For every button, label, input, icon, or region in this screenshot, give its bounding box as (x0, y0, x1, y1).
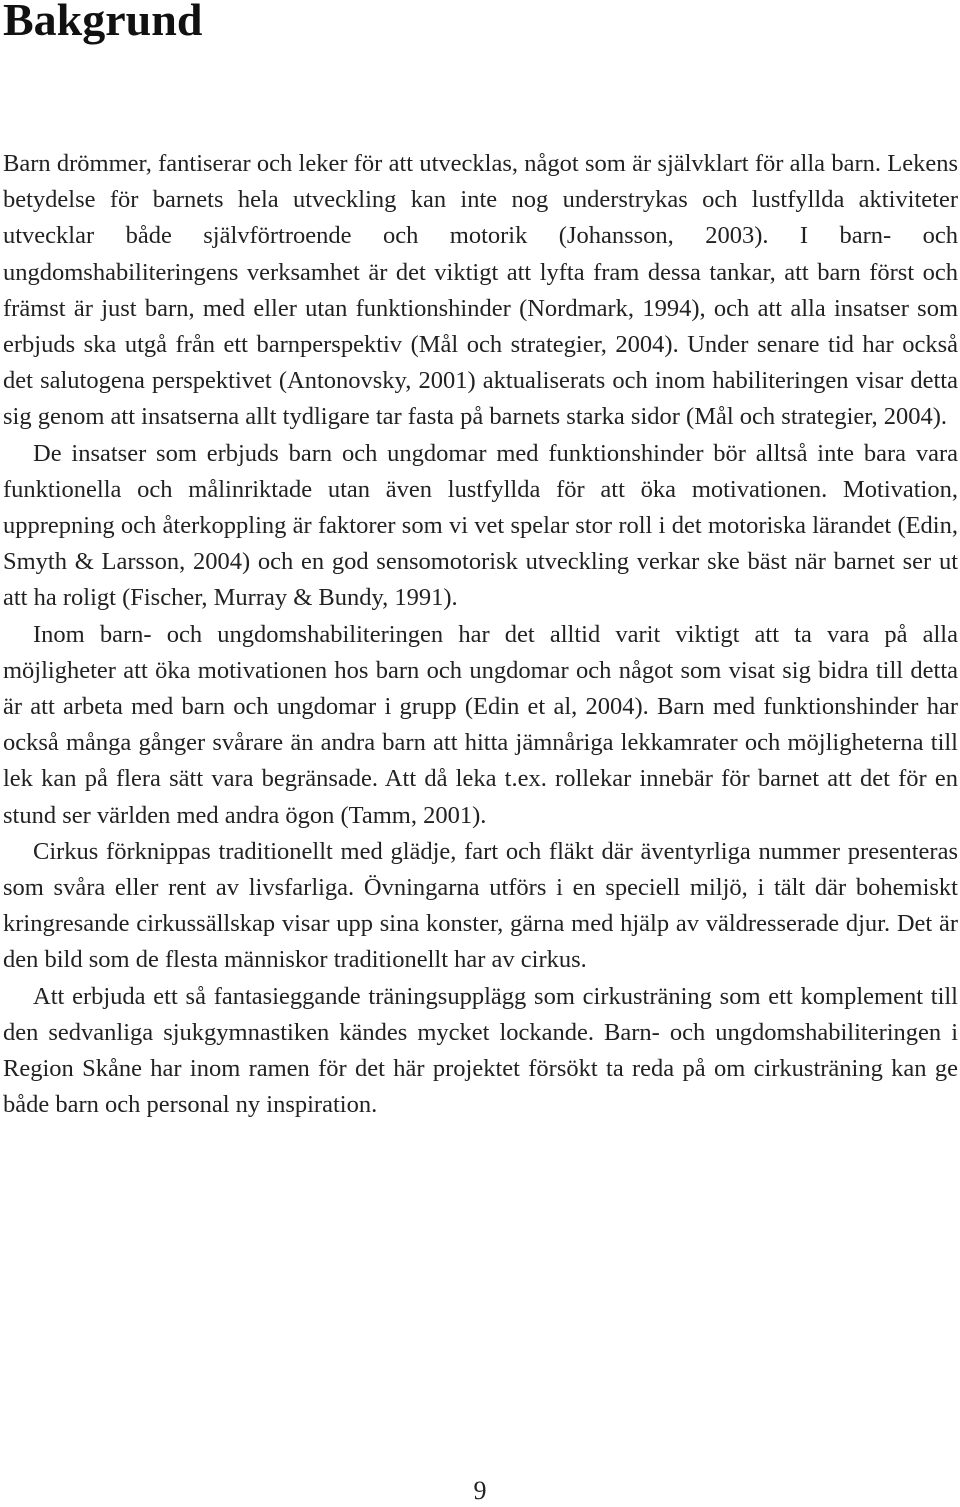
page-number: 9 (473, 1476, 487, 1505)
paragraph-2: De insatser som erbjuds barn och ungdomar med funktionshinder bör alltså inte bara vara funktionella och målinriktade utan även lustfyllda för att öka motivationen. Motivation, upprepning och återkoppling är faktorer som vi vet spelar stor roll i det motoriska lärandet (Edin, Smyth & Larsson, 2004) och en god sensomotorisk utveckling verkar ske bäst när barnet ser ut att ha roligt (Fischer, Murray & Bundy, 1991). (3, 439, 958, 612)
paragraph-1: Barn drömmer, fantiserar och leker för att utvecklas, något som är självklart för alla barn. Lekens betydelse för barnets hela utveckling kan inte nog understrykas och lustfyllda aktiviteter utvecklar både självförtroende och motorik (Johansson, 2003). I barn- och ungdomshabiliteringens verksamhet är det viktigt att lyfta fram dessa tankar, att barn först och främst är just barn, med eller utan funktionshinder (Nordmark, 1994), och att alla insatser som erbjuds ska utgå från ett barnperspektiv (Mål och strategier, 2004). Under senare tid har också det salutogena perspektivet (Antonovsky, 2001) aktualiserats och inom habiliteringen visar detta sig genom att insatserna allt tydligare tar fasta på barnets starka sidor (Mål och strategier, 2004). (3, 150, 958, 431)
paragraph-4: Cirkus förknippas traditionellt med glädje, fart och fläkt där äventyrliga nummer presenteras som svåra eller rent av livsfarliga. Övningarna utförs i en speciell miljö, i tält där bohemiskt kringresande cirkussällskap visar upp sina konster, gärna med hjälp av väldresserade djur. Det är den bild som de flesta människor traditionellt har av cirkus. (3, 837, 958, 974)
section-heading: Bakgrund (3, 0, 203, 45)
body-text (3, 146, 958, 1123)
paragraph-5: Att erbjuda ett så fantasieggande träningsupplägg som cirkusträning som ett komplement till den sedvanliga sjukgymnastiken kändes mycket lockande. Barn- och ungdomshabiliteringen i Region Skåne har inom ramen för det här projektet försökt ta reda på om cirkusträning kan ge både barn och personal ny inspiration. (3, 982, 958, 1119)
paragraph-3: Inom barn- och ungdomshabiliteringen har det alltid varit viktigt att ta vara på alla möjligheter att öka motivationen hos barn och ungdomar och något som visat sig bidra till detta är att arbeta med barn och ungdomar i grupp (Edin et al, 2004). Barn med funktionshinder har också många gånger svårare än andra barn att hitta jämnåriga lekkamrater och möjligheterna till lek kan på flera sätt vara begränsade. Att då leka t.ex. rollekar innebär för barnet att det för en stund ser världen med andra ögon (Tamm, 2001). (3, 620, 958, 829)
